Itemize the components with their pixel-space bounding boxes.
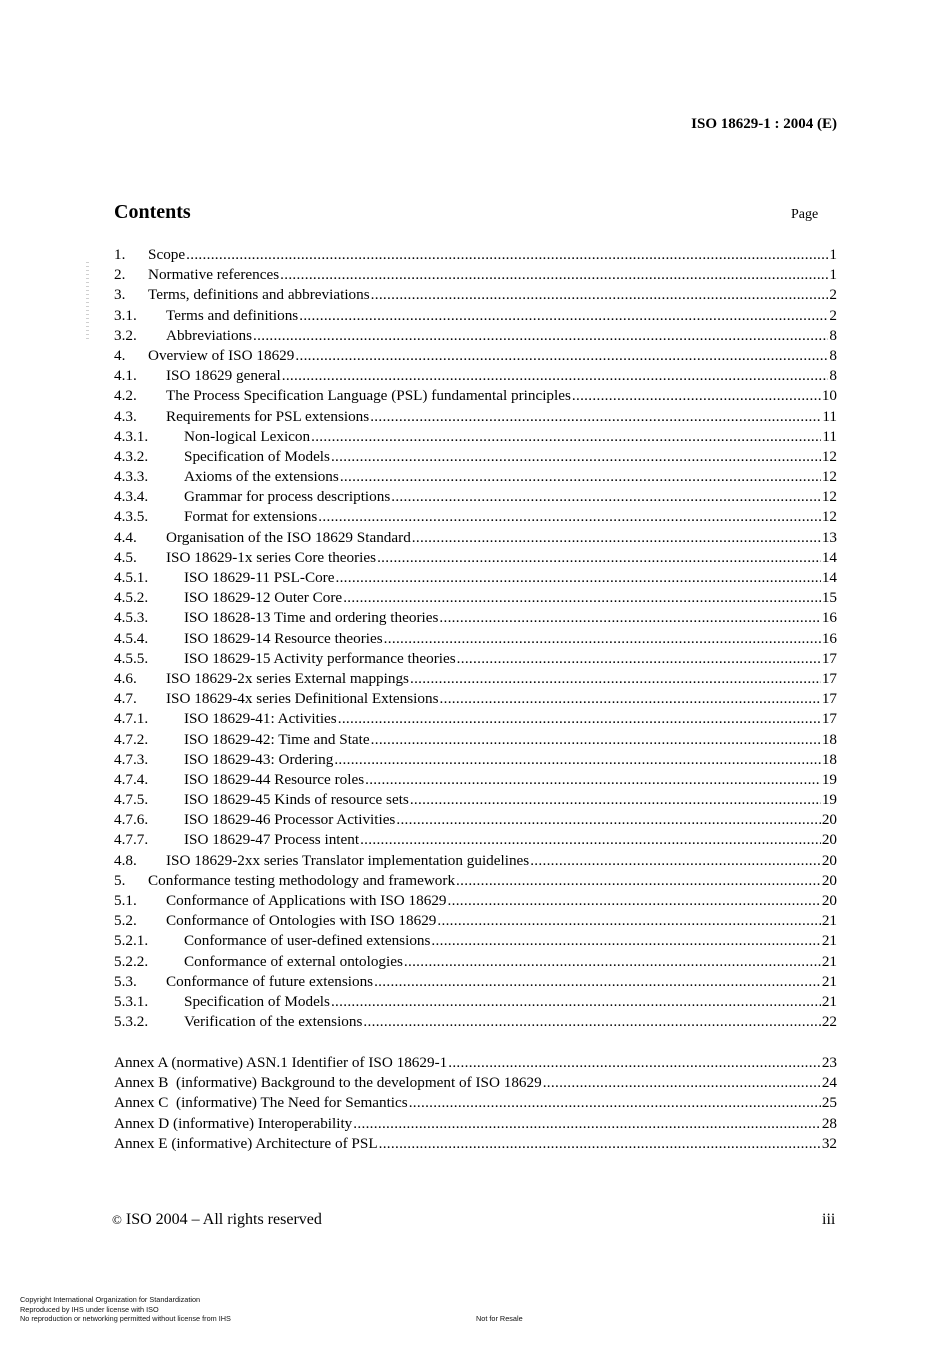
legal-line-1: Copyright International Organization for Standardization <box>20 1295 201 1304</box>
toc-entry[interactable] <box>114 467 837 487</box>
annex-title: Annex E (informative) Architecture of PSL <box>114 1134 378 1152</box>
dot-leader <box>391 487 821 507</box>
dot-leader <box>457 649 821 669</box>
dot-leader <box>543 1073 821 1093</box>
toc-entry-number: 5.3. <box>114 972 137 990</box>
dot-leader <box>572 386 821 406</box>
toc-entry[interactable] <box>114 669 837 689</box>
toc-entry-title: Specification of Models <box>184 992 330 1010</box>
toc-entry-page: 20 <box>821 851 837 869</box>
toc-entry-number: 4.5.2. <box>114 589 149 607</box>
toc-entry-number: 4.8. <box>114 851 137 869</box>
toc-entry-title: Axioms of the extensions <box>184 468 339 486</box>
toc-entry-page: 8 <box>829 346 837 364</box>
toc-entry[interactable] <box>114 568 837 588</box>
toc-entry-page: 21 <box>821 952 837 970</box>
dot-leader <box>335 568 820 588</box>
dot-leader <box>377 548 821 568</box>
toc-entry[interactable] <box>114 588 837 608</box>
toc-entry-page: 10 <box>821 387 837 405</box>
toc-entry-number: 5.2.2. <box>114 952 149 970</box>
toc-entry[interactable] <box>114 649 837 669</box>
toc-entry-number: 5.2.1. <box>114 932 149 950</box>
toc-entry-page: 2 <box>829 306 837 324</box>
toc-entry-title: Organisation of the ISO 18629 Standard <box>166 528 411 546</box>
toc-entry-title: ISO 18629-2x series External mappings <box>166 669 409 687</box>
annex-entry[interactable] <box>114 1073 837 1093</box>
dot-leader <box>456 871 821 891</box>
toc-entry[interactable] <box>114 528 837 548</box>
toc-entry-title: Conformance of Applications with ISO 18629 <box>166 892 447 909</box>
toc-entry[interactable] <box>114 972 837 992</box>
dot-leader <box>186 245 828 265</box>
toc-entry-title: Requirements for PSL extensions <box>166 407 370 425</box>
dot-leader <box>338 709 821 729</box>
toc-entry-page: 16 <box>821 609 837 627</box>
toc-entry[interactable] <box>114 306 837 326</box>
annex-page: 25 <box>821 1094 837 1112</box>
toc-entry-page: 14 <box>821 548 837 566</box>
contents-title: Contents <box>114 201 191 223</box>
toc-entry-title: ISO 18629-11 PSL-Core <box>184 569 335 586</box>
toc-entry-title: ISO 18629-2xx series Translator implementation guidelines <box>166 851 530 869</box>
toc-entry[interactable] <box>114 871 837 891</box>
toc-entry[interactable] <box>114 507 837 527</box>
toc-entry-title: Non-logical Lexicon <box>184 427 311 445</box>
legal-line-3: No reproduction or networking permitted without license from IHS <box>20 1314 231 1323</box>
toc-entry-page: 13 <box>821 528 837 546</box>
toc-entry[interactable] <box>114 386 837 406</box>
toc-entry-page: 17 <box>821 710 837 728</box>
toc-entry-number: 4.7.2. <box>114 730 149 748</box>
toc-entry-title: ISO 18628-13 Time and ordering theories <box>184 609 439 627</box>
annex-page: 32 <box>821 1134 837 1152</box>
dot-leader <box>440 689 821 709</box>
toc-entry[interactable] <box>114 810 837 830</box>
toc-entry[interactable] <box>114 750 837 770</box>
toc-entry-title: ISO 18629-41: Activities <box>184 710 337 728</box>
annex-entry[interactable] <box>114 1114 837 1134</box>
toc-entry-number: 4.7. <box>114 690 137 708</box>
toc-entry-number: 3.1. <box>114 306 137 324</box>
annex-entry[interactable] <box>114 1053 837 1073</box>
toc-entry-title: Overview of ISO 18629 <box>148 346 295 364</box>
toc-entry-title: ISO 18629-4x series Definitional Extensions <box>166 690 439 708</box>
toc-entry-number: 3.2. <box>114 326 137 344</box>
copyright-symbol: © <box>112 1212 122 1227</box>
toc-entry-page: 18 <box>821 750 837 768</box>
toc-entry[interactable] <box>114 265 837 285</box>
toc-entry-page: 20 <box>821 831 837 849</box>
dot-leader <box>331 992 821 1012</box>
toc-entry-title: ISO 18629-14 Resource theories <box>184 629 383 647</box>
annex-title: Annex C (informative) The Need for Semantics <box>114 1094 408 1112</box>
toc-entry[interactable] <box>114 548 837 568</box>
annex-title: Annex D (informative) Interoperability <box>114 1114 353 1132</box>
toc-entry-title: ISO 18629-43: Ordering <box>184 750 334 768</box>
dot-leader <box>374 972 821 992</box>
toc-entry-number: 4.5. <box>114 548 137 566</box>
toc-entry-number: 5.3.2. <box>114 1013 149 1031</box>
toc-entry-title: ISO 18629 general <box>166 367 281 385</box>
toc-entry[interactable] <box>114 629 837 649</box>
toc-entry-number: 4.5.1. <box>114 569 149 586</box>
toc-entry-title: Specification of Models <box>184 447 330 465</box>
toc-entry-number: 1. <box>114 246 126 263</box>
dot-leader <box>363 1012 820 1032</box>
dot-leader <box>448 1053 821 1073</box>
toc-entry-number: 4.1. <box>114 367 137 385</box>
toc-entry[interactable] <box>114 790 837 810</box>
toc-entry-number: 3. <box>114 286 126 304</box>
toc-entry-number: 4. <box>114 346 126 364</box>
annex-entry[interactable] <box>114 1134 837 1154</box>
toc-entry-title: Conformance of Ontologies with ISO 18629 <box>166 912 437 930</box>
dot-leader <box>439 608 820 628</box>
toc-entry-title: ISO 18629-45 Kinds of resource sets <box>184 791 409 809</box>
dot-leader <box>295 346 828 366</box>
dot-leader <box>360 830 821 850</box>
dot-leader <box>410 790 821 810</box>
toc-entry-number: 4.6. <box>114 669 137 687</box>
toc-entry-page: 17 <box>821 649 837 667</box>
toc-entry-page: 20 <box>821 811 837 829</box>
toc-entry[interactable] <box>114 992 837 1012</box>
dot-leader <box>396 810 820 830</box>
toc-entry[interactable] <box>114 952 837 972</box>
document-id: ISO 18629-1 : 2004 (E) <box>691 116 837 132</box>
toc-entry[interactable] <box>114 770 837 790</box>
toc-entry-page: 18 <box>821 730 837 748</box>
toc-entry-page: 1 <box>829 246 837 263</box>
toc-entry-number: 4.3.3. <box>114 468 149 486</box>
toc-entry-title: Conformance of external ontologies <box>184 952 403 970</box>
toc-entry-number: 4.2. <box>114 387 137 405</box>
toc-entry-number: 5.2. <box>114 912 137 930</box>
dot-leader <box>343 588 821 608</box>
toc-entry-number: 4.7.6. <box>114 811 149 829</box>
toc-entry-number: 4.7.4. <box>114 770 149 788</box>
dot-leader <box>379 1134 821 1154</box>
toc-entry-number: 4.3.5. <box>114 508 149 526</box>
toc-entry-number: 4.7.5. <box>114 791 149 809</box>
toc-entry-title: ISO 18629-47 Process intent <box>184 831 360 849</box>
annex-title: Annex B (informative) Background to the development of ISO 18629 <box>114 1074 542 1092</box>
toc-entry-page: 11 <box>822 427 837 445</box>
annex-page: 28 <box>821 1114 837 1132</box>
toc-entry[interactable] <box>114 891 837 911</box>
dot-leader <box>340 467 821 487</box>
toc-entry[interactable] <box>114 730 837 750</box>
toc-entry-page: 15 <box>821 589 837 607</box>
toc-entry-page: 19 <box>821 770 837 788</box>
toc-entry-title: Terms, definitions and abbreviations <box>148 286 370 304</box>
footer-copyright <box>112 1211 322 1229</box>
toc-entry-page: 21 <box>821 932 837 950</box>
annex-page: 23 <box>821 1054 837 1071</box>
legal-notice <box>20 1295 231 1324</box>
legal-line-2: Reproduced by IHS under license with ISO <box>20 1304 159 1314</box>
dot-leader <box>331 447 821 467</box>
toc-entry-number: 5.1. <box>114 892 137 909</box>
toc-entry-page: 12 <box>821 447 837 465</box>
toc-entry[interactable] <box>114 911 837 931</box>
toc-entry-page: 8 <box>829 326 837 344</box>
toc-entry-title: Scope <box>148 246 186 263</box>
toc-entry-number: 4.5.4. <box>114 629 149 647</box>
toc-entry-title: Verification of the extensions <box>184 1013 363 1031</box>
toc-entry-title: The Process Specification Language (PSL) fundamental principles <box>166 387 571 405</box>
toc-entry[interactable] <box>114 326 837 346</box>
toc-entry-page: 16 <box>821 629 837 647</box>
toc-entry-page: 12 <box>821 508 837 526</box>
dot-leader <box>253 326 828 346</box>
toc-entry-page: 11 <box>822 407 837 425</box>
toc-entry[interactable] <box>114 709 837 729</box>
toc-entry[interactable] <box>114 689 837 709</box>
toc-entry-number: 5.3.1. <box>114 992 149 1010</box>
toc-entry-page: 20 <box>821 892 837 909</box>
toc-entry-title: ISO 18629-15 Activity performance theories <box>184 649 456 667</box>
toc-entry-page: 14 <box>821 569 837 586</box>
annex-entry[interactable] <box>114 1093 837 1113</box>
toc-entry-page: 21 <box>821 992 837 1010</box>
dot-leader <box>282 366 829 386</box>
dot-leader <box>280 265 828 285</box>
dot-leader <box>371 730 821 750</box>
toc-entry-page: 17 <box>821 690 837 708</box>
dot-leader <box>370 407 821 427</box>
toc-entry-title: ISO 18629-44 Resource roles <box>184 770 365 788</box>
toc-entry-title: Normative references <box>148 266 280 284</box>
toc-entry-number: 4.7.1. <box>114 710 149 728</box>
margin-watermark <box>86 262 89 340</box>
dot-leader <box>410 669 821 689</box>
toc-entry[interactable] <box>114 447 837 467</box>
annex-list <box>114 1053 837 1154</box>
toc-entry-number: 4.7.3. <box>114 750 149 768</box>
toc-entry-page: 22 <box>821 1013 837 1031</box>
dot-leader <box>530 851 821 871</box>
dot-leader <box>431 931 820 951</box>
toc-entry[interactable] <box>114 487 837 507</box>
toc-entry[interactable] <box>114 1012 837 1032</box>
dot-leader <box>334 750 820 770</box>
toc-entry-title: Format for extensions <box>184 508 318 526</box>
table-of-contents <box>114 245 837 1032</box>
toc-entry[interactable] <box>114 366 837 386</box>
toc-entry-title: ISO 18629-1x series Core theories <box>166 548 377 566</box>
dot-leader <box>365 770 821 790</box>
copyright-text: ISO 2004 – All rights reserved <box>125 1211 322 1228</box>
dot-leader <box>404 952 821 972</box>
toc-entry-number: 2. <box>114 266 126 284</box>
toc-entry-title: ISO 18629-46 Processor Activities <box>184 811 396 829</box>
toc-entry-page: 21 <box>821 972 837 990</box>
toc-entry[interactable] <box>114 830 837 850</box>
not-for-resale: Not for Resale <box>476 1314 523 1323</box>
toc-entry-page: 8 <box>829 367 837 385</box>
toc-entry-page: 17 <box>821 669 837 687</box>
toc-entry[interactable] <box>114 931 837 951</box>
footer-page-number: iii <box>822 1211 836 1228</box>
toc-entry-number: 4.3.4. <box>114 488 149 506</box>
dot-leader <box>353 1114 821 1134</box>
toc-entry-number: 4.7.7. <box>114 831 149 849</box>
toc-entry-title: Abbreviations <box>166 326 253 344</box>
toc-entry-number: 4.4. <box>114 528 137 546</box>
toc-entry[interactable] <box>114 346 837 366</box>
toc-entry-number: 4.5.5. <box>114 649 149 667</box>
toc-entry-title: ISO 18629-12 Outer Core <box>184 589 343 607</box>
toc-entry[interactable] <box>114 245 837 265</box>
toc-entry-number: 4.3.1. <box>114 427 149 445</box>
dot-leader <box>371 285 829 305</box>
toc-entry-title: Conformance testing methodology and framework <box>148 871 456 889</box>
toc-entry-title: Conformance of user-defined extensions <box>184 932 431 950</box>
toc-entry-title: ISO 18629-42: Time and State <box>184 730 370 748</box>
dot-leader <box>384 629 821 649</box>
dot-leader <box>299 306 828 326</box>
toc-entry-title: Terms and definitions <box>166 306 299 324</box>
toc-entry[interactable] <box>114 427 837 447</box>
toc-entry-page: 21 <box>821 912 837 930</box>
toc-entry-page: 2 <box>829 286 837 304</box>
dot-leader <box>311 427 821 447</box>
dot-leader <box>437 911 820 931</box>
toc-entry-number: 4.5.3. <box>114 609 149 627</box>
toc-entry[interactable] <box>114 851 837 871</box>
toc-entry-page: 12 <box>821 488 837 506</box>
toc-entry[interactable] <box>114 285 837 305</box>
toc-entry-number: 4.3. <box>114 407 137 425</box>
toc-entry-title: Grammar for process descriptions <box>184 488 391 506</box>
dot-leader <box>412 528 821 548</box>
dot-leader <box>409 1093 821 1113</box>
toc-entry-page: 12 <box>821 468 837 486</box>
toc-entry-number: 4.3.2. <box>114 447 149 465</box>
toc-entry[interactable] <box>114 608 837 628</box>
annex-title: Annex A (normative) ASN.1 Identifier of ISO 18629-1 <box>114 1054 448 1071</box>
dot-leader <box>318 507 821 527</box>
toc-entry-page: 1 <box>829 266 837 284</box>
toc-entry-number: 5. <box>114 871 126 889</box>
toc-entry[interactable] <box>114 407 837 427</box>
toc-entry-page: 19 <box>821 791 837 809</box>
page-column-label: Page <box>791 207 819 222</box>
annex-page: 24 <box>821 1074 837 1092</box>
toc-entry-page: 20 <box>821 871 837 889</box>
toc-entry-title: Conformance of future extensions <box>166 972 374 990</box>
dot-leader <box>448 891 821 911</box>
